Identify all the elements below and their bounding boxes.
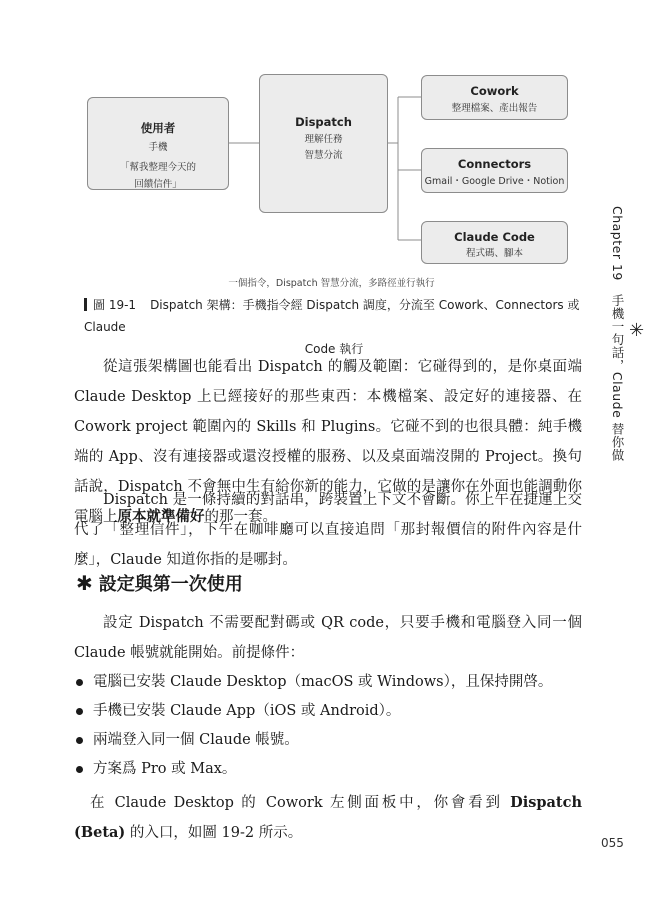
user-device: 手機	[148, 142, 168, 153]
diagram-subcaption: 一個指令，Dispatch 智慧分流，多路徑並行執行	[228, 278, 435, 289]
connectors-title: Connectors	[457, 157, 532, 171]
list-item: 方案爲 Pro 或 Max。	[76, 755, 552, 784]
cowork-box	[421, 75, 568, 120]
dispatch-box	[259, 74, 388, 213]
paragraph-continuous-thread: Dispatch 是一條持續的對話串，跨裝置上下文不會斷。你上午在捷運上交代了「整理信件」，下午在咖啡廳可以直接追問「那封報價信的附件內容是什麼」，Claude 知道你指的是哪封。	[74, 492, 582, 568]
chapter-title: Chapter 19 手機一句話，Claude 替你做	[610, 206, 625, 462]
para4-bold: Dispatch (Beta)	[74, 794, 582, 841]
section-heading-text: 設定與第一次使用	[98, 574, 243, 595]
user-title: 使用者	[140, 121, 176, 135]
section-heading	[76, 570, 243, 596]
para1-text-b: 的那一套。	[204, 509, 277, 525]
figure-caption-line2: Code 執行	[304, 342, 364, 356]
para4-text-a: 在 Claude Desktop 的 Cowork 左側面板中，你會看到	[90, 795, 511, 811]
connectors-box	[421, 148, 568, 193]
caption-bar	[84, 298, 87, 311]
connectors-desc: Gmail・Google Drive・Notion	[424, 176, 565, 187]
claude-code-box	[421, 221, 568, 264]
bullet-icon	[76, 766, 83, 773]
list-item: 兩端登入同一個 Claude 帳號。	[76, 726, 552, 755]
paragraph-setup: 設定 Dispatch 不需要配對碼或 QR code，只要手機和電腦登入同一個 Claude 帳號就能開始。前提條件：	[74, 615, 582, 661]
figure-number: 圖 19-1	[93, 298, 137, 312]
cowork-title: Cowork	[470, 84, 519, 98]
prerequisites-list	[76, 668, 552, 784]
chapter-side-tab	[608, 206, 647, 462]
user-box	[87, 97, 229, 190]
dispatch-title: Dispatch	[295, 115, 352, 129]
page-number: 055	[601, 836, 624, 850]
claude-code-title: Claude Code	[454, 230, 535, 244]
dispatch-line2: 智慧分流	[304, 150, 343, 161]
paragraph-dispatch-entry	[74, 788, 582, 848]
claude-code-desc: 程式碼、腳本	[465, 248, 523, 259]
list-item: 電腦已安裝 Claude Desktop（macOS 或 Windows），且保持開啓。	[76, 668, 552, 697]
figure-caption-line1: Dispatch 架構：手機指令經 Dispatch 調度，分流至 Cowork、Connectors 或 Claude	[84, 298, 580, 334]
cowork-desc: 整理檔案、產出報告	[451, 103, 538, 114]
bullet-icon	[76, 708, 83, 715]
figure-caption	[84, 294, 584, 360]
bullet-icon	[76, 737, 83, 744]
list-item: 手機已安裝 Claude App（iOS 或 Android）。	[76, 697, 552, 726]
para4-text-b: 的入口，如圖 19-2 所示。	[125, 825, 303, 841]
dispatch-line1: 理解任務	[304, 134, 343, 145]
bullet-icon	[76, 679, 83, 686]
asterisk-icon: ✱	[76, 571, 93, 595]
user-command-line2: 回饋信件」	[134, 179, 182, 190]
para1-bold: 原本就準備好	[117, 508, 205, 525]
asterisk-icon: ✳	[626, 320, 647, 342]
para1-text-a: 從這張架構圖也能看出 Dispatch 的觸及範圍：它碰得到的，是你桌面端 Claude Desktop 上已經接好的那些東西：本機檔案、設定好的連接器、在 Cowork project 範圍內的 Skills 和 Plugins。它碰不到的也很具體：純手機端的 App、沒有連接器或還沒授權的服務、以及桌面端沒開的 Project。換句話說，Dispatch 不會無中生有給你新的能力，它做的是讓你在外面也能調動你電腦上	[74, 359, 582, 525]
user-command-line1: 「幫我整理今天的	[119, 162, 196, 173]
